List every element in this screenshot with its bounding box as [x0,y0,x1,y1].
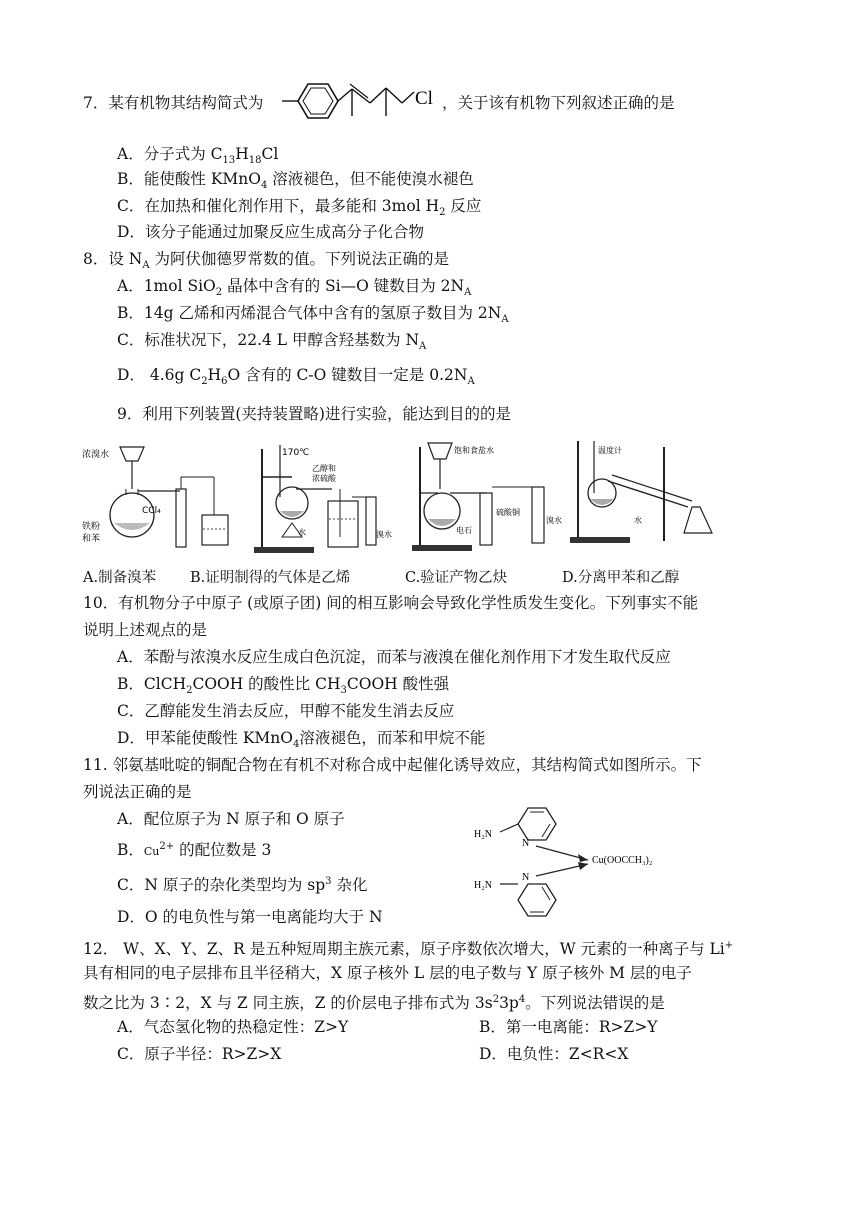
svg-text:饱和食盐水: 饱和食盐水 [454,446,494,455]
q8-option-d: D． 4.6g $C_2H_6O$ 含有的 C-O 键数目一定是 $0.2N_A$ [117,366,475,388]
q7-option-c: C．在加热和催化剂作用下，最多能和 3mol $H_2$ 反应 [117,197,482,219]
svg-text:浓溴水: 浓溴水 [82,450,110,460]
q9-caption-b: B.证明制得的气体是乙烯 [190,570,351,586]
svg-text:硫酸铜: 硫酸铜 [496,508,520,517]
q11-complex-structure [470,800,720,920]
q11-option-d: D．O 的电负性与第一电离能均大于 N [117,908,383,926]
apparatus-d-figure [568,437,728,555]
q9-caption-c: C.验证产物乙炔 [405,570,508,586]
svg-text:N: N [522,872,530,883]
svg-text:电石: 电石 [456,526,472,535]
svg-text:温度计: 温度计 [598,446,622,455]
svg-text:浓硫酸: 浓硫酸 [312,474,336,483]
q7-stem [83,92,263,114]
svg-text:水: 水 [634,516,642,525]
apparatus-a-figure [82,437,242,555]
svg-text:N: N [522,838,530,849]
q11-stem-line2: 列说法正确的是 [83,783,192,801]
q11-option-c: C．N 原子的杂化类型均为 $sp^3$ 杂化 [117,876,368,895]
q12-option-c: C．原子半径：R>Z>X [117,1045,282,1063]
svg-text:和苯: 和苯 [82,534,101,544]
apparatus-c-figure [408,437,568,555]
q10-stem-line2: 说明上述观点的是 [83,621,208,639]
q8-stem: 8．设 $N_A$ 为阿伏伽德罗常数的值。下列说法正确的是 [83,250,450,272]
svg-text:溴水: 溴水 [376,530,392,539]
q8-option-c: C．标准状况下，22.4 L 甲醇含羟基数为 $N_A$ [117,331,427,353]
q12-stem-line2: 具有相同的电子层排布且半径稍大，X 原子核外 L 层的电子数与 Y 原子核外 M 层的电子 [83,964,692,982]
q11-option-a: A．配位原子为 N 原子和 O 原子 [117,810,345,828]
q10-stem-line1: 10．有机物分子中原子 (或原子团) 间的相互影响会导致化学性质发生变化。下列事实不能 [83,594,699,612]
q12-option-d: D．电负性：Z<R<X [479,1045,629,1063]
q7-option-b: B．能使酸性 KMnO$_4$ 溶液褪色，但不能使溴水褪色 [117,170,474,192]
svg-text:H₂N: H₂N [474,880,492,891]
q10-option-b: B．ClCH$_2$COOH 的酸性比 $CH_3COOH$ 酸性强 [117,675,450,697]
q12-option-b: B．第一电离能：R>Z>Y [479,1018,658,1036]
q12-option-a: A．气态氢化物的热稳定性：Z>Y [117,1018,349,1036]
q10-option-c: C．乙醇能发生消去反应，甲醇不能发生消去反应 [117,702,455,720]
q10-option-a: A．苯酚与浓溴水反应生成白色沉淀，而苯与液溴在催化剂作用下才发生取代反应 [117,648,671,666]
q12-stem-line1: 12． W、X、Y、Z、R 是五种短周期主族元素，原子序数依次增大，W 元素的一种离子与 Li+ [83,940,734,959]
q7-option-d: D．该分子能通过加聚反应生成高分子化合物 [117,223,424,241]
q7-cl-label: Cl [415,88,433,109]
svg-text:H₂N: H₂N [474,829,492,840]
q9-caption-a: A.制备溴苯 [83,570,157,586]
svg-text:水: 水 [298,528,306,537]
q9-stem: 9．利用下列装置(夹持装置略)进行实验，能达到目的的是 [117,405,511,423]
q9-caption-d: D.分离甲苯和乙醇 [562,570,680,586]
q7-stem-suffix: ，关于该有机物下列叙述正确的是 [442,94,675,112]
svg-text:乙醇和: 乙醇和 [312,464,336,473]
q11-stem-line1: 11. 邻氨基吡啶的铜配合物在有机不对称合成中起催化诱导效应，其结构简式如图所示。下 [83,756,702,774]
q8-option-b: B．14g 乙烯和丙烯混合气体中含有的氢原子数目为 $2N_A$ [117,304,509,326]
svg-text:Cu(OOCCH₃)₂: Cu(OOCCH₃)₂ [592,855,653,866]
svg-text:CCl₄: CCl₄ [142,506,161,516]
q12-stem-line3: 数之比为 3∶2，X 与 Z 同主族，Z 的价层电子排布式为 $3s^23p^4$。下列说法错误的是 [83,994,665,1013]
q7-structure-diagram [282,70,442,132]
svg-text:溴水: 溴水 [546,516,562,525]
svg-text:铁粉: 铁粉 [82,522,101,532]
apparatus-b-figure [252,437,402,555]
q11-option-b: B．$Cu^{2+}$ 的配位数是 3 [117,841,272,860]
q10-option-d: D．甲苯能使酸性 KMnO$_4$溶液褪色，而苯和甲烷不能 [117,729,486,751]
q7-option-a: A．分子式为 $C_{13}H_{18}Cl$ [117,145,279,167]
svg-text:170℃: 170℃ [282,448,310,458]
q7-stem-prefix: 7．某有机物其结构简式为 [83,94,264,112]
q8-option-a: A．1mol SiO$_2$ 晶体中含有的 Si—O 键数目为 $2N_A$ [117,277,472,299]
